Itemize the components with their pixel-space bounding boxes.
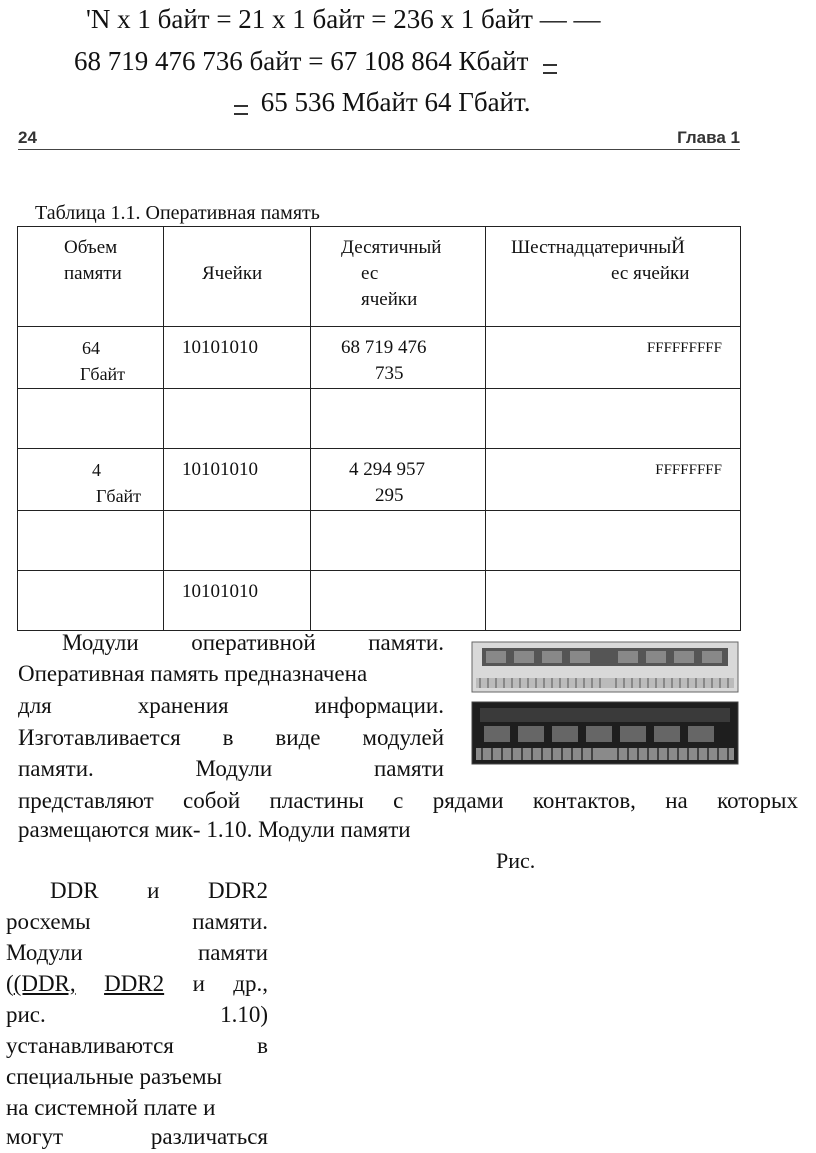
word: Изготавливается	[18, 725, 181, 750]
body-line	[18, 786, 798, 816]
page-number: 24	[18, 128, 37, 147]
header-rule	[18, 149, 740, 150]
cell-hex	[486, 389, 741, 449]
header-cells	[164, 227, 311, 327]
cell-cells-text: 10101010	[182, 581, 258, 602]
cell-hex	[486, 449, 741, 511]
word: Модули	[6, 940, 83, 965]
word: в	[257, 1033, 268, 1058]
cell-volume	[18, 449, 164, 511]
column-line	[6, 1031, 268, 1061]
word: на	[665, 788, 688, 813]
header-volume	[18, 227, 164, 327]
word: росхемы	[6, 909, 91, 934]
table-caption: Таблица 1.1. Оперативная память	[35, 202, 320, 224]
cell-decimal-line: 4 294 957	[349, 459, 425, 480]
word: памяти.	[368, 630, 444, 655]
cell-decimal	[311, 327, 486, 389]
formula-line-3	[234, 87, 531, 118]
word: др.,	[233, 971, 268, 996]
cell-volume-line: 4	[92, 460, 101, 480]
cell-volume-line: Гбайт	[80, 364, 126, 384]
column-line	[50, 876, 268, 906]
formula-line-3-text: 65 536 Мбайт 64 Гбайт.	[260, 87, 531, 117]
body-line: Оперативная память предназначена	[18, 661, 368, 686]
header-decimal-line: ячейки	[361, 289, 418, 310]
word: рядами	[432, 788, 504, 813]
word: и	[147, 878, 160, 903]
word: могут	[6, 1124, 64, 1149]
word: информации.	[314, 693, 444, 718]
formula-line-2-text: 68 719 476 736 байт = 67 108 864 Кбайт	[74, 46, 529, 76]
table-row	[18, 389, 741, 449]
header-hex	[486, 227, 741, 327]
word: контактов,	[532, 788, 636, 813]
formula-line-1: 'N x 1 байт = 21 x 1 байт = 236 x 1 байт — —	[86, 4, 601, 34]
word: для	[18, 693, 52, 718]
cell-volume	[18, 389, 164, 449]
header-decimal	[311, 227, 486, 327]
cell-decimal-line: 68 719 476	[341, 337, 427, 358]
word: собой	[183, 788, 241, 813]
formula-line-2	[74, 46, 557, 77]
table-row	[18, 571, 741, 631]
ram-module-image	[468, 638, 742, 768]
body-line	[62, 628, 444, 658]
cell-cells	[164, 449, 311, 511]
word: различаться	[150, 1124, 268, 1149]
cell-volume-line: Гбайт	[96, 486, 142, 506]
cell-decimal	[311, 389, 486, 449]
word: Модули	[195, 756, 273, 781]
word: Модули	[62, 630, 139, 655]
header-hex-line: ШестнадцатеричныЙ	[511, 237, 685, 258]
cell-cells	[164, 571, 311, 631]
word: памяти.	[192, 909, 268, 934]
cell-cells-text: 10101010	[182, 459, 258, 480]
cell-decimal	[311, 449, 486, 511]
word: рис.	[6, 1002, 46, 1027]
body-line: размещаются мик- 1.10. Модули памяти	[18, 817, 411, 842]
cell-cells	[164, 511, 311, 571]
cell-hex	[486, 571, 741, 631]
word: представляют	[18, 788, 154, 813]
cell-hex	[486, 511, 741, 571]
word: в	[222, 725, 234, 750]
column-line: специальные разъемы	[6, 1064, 222, 1089]
figure-label: Рис.	[496, 848, 536, 873]
body-line	[18, 691, 444, 721]
cell-cells	[164, 389, 311, 449]
cell-cells	[164, 327, 311, 389]
table-header-row	[18, 227, 741, 327]
body-line	[18, 754, 444, 784]
word: памяти	[373, 756, 444, 781]
table-row	[18, 449, 741, 511]
word: DDR2	[207, 878, 268, 903]
column-line	[6, 1000, 268, 1030]
cell-hex-text: FFFFFFFFF	[646, 340, 722, 356]
ram-module-icon	[468, 638, 742, 768]
cell-volume	[18, 327, 164, 389]
word: которых	[717, 788, 798, 813]
column-line	[6, 969, 268, 999]
chapter-title: Глава 1	[677, 128, 740, 147]
ddr-link-text[interactable]: (DDR,	[13, 971, 76, 996]
column-line: на системной плате и	[6, 1095, 216, 1120]
word: 1.10)	[220, 1002, 268, 1027]
header-decimal-line: ес	[361, 263, 379, 284]
cell-volume	[18, 571, 164, 631]
body-line	[18, 723, 444, 753]
word: виде	[275, 725, 321, 750]
word: и	[192, 971, 205, 996]
ddr2-link[interactable]: DDR2	[104, 971, 165, 996]
column-line	[6, 1122, 268, 1152]
cell-hex-text: FFFFFFFF	[655, 462, 722, 478]
header-cells-text: Ячейки	[202, 263, 263, 284]
header-hex-line: ес ячейки	[611, 263, 690, 284]
table-row	[18, 511, 741, 571]
cell-hex	[486, 327, 741, 389]
word: устанавливаются	[6, 1033, 174, 1058]
word: памяти.	[18, 756, 94, 781]
equals-mark-icon	[543, 64, 557, 74]
cell-decimal	[311, 571, 486, 631]
word: пластины	[269, 788, 364, 813]
column-line	[6, 907, 268, 937]
equals-mark-icon	[234, 105, 248, 115]
header-volume-line: Объем	[64, 237, 118, 258]
word: оперативной	[191, 630, 316, 655]
word: модулей	[362, 725, 444, 750]
cell-volume	[18, 511, 164, 571]
cell-decimal-line: 295	[375, 485, 404, 506]
header-volume-line: памяти	[64, 263, 122, 284]
table-row	[18, 327, 741, 389]
word: DDR	[50, 878, 99, 903]
cell-decimal-line: 735	[375, 363, 404, 384]
word: с	[393, 788, 404, 813]
cell-decimal	[311, 511, 486, 571]
cell-cells-text: 10101010	[182, 337, 258, 358]
cell-volume-line: 64	[82, 338, 100, 358]
page-header	[18, 128, 740, 150]
word: памяти	[197, 940, 268, 965]
memory-table	[17, 226, 741, 631]
header-decimal-line: Десятичный	[341, 237, 442, 258]
column-line	[6, 938, 268, 968]
word: хранения	[137, 693, 229, 718]
ddr-link[interactable]: ((DDR,	[6, 971, 76, 996]
